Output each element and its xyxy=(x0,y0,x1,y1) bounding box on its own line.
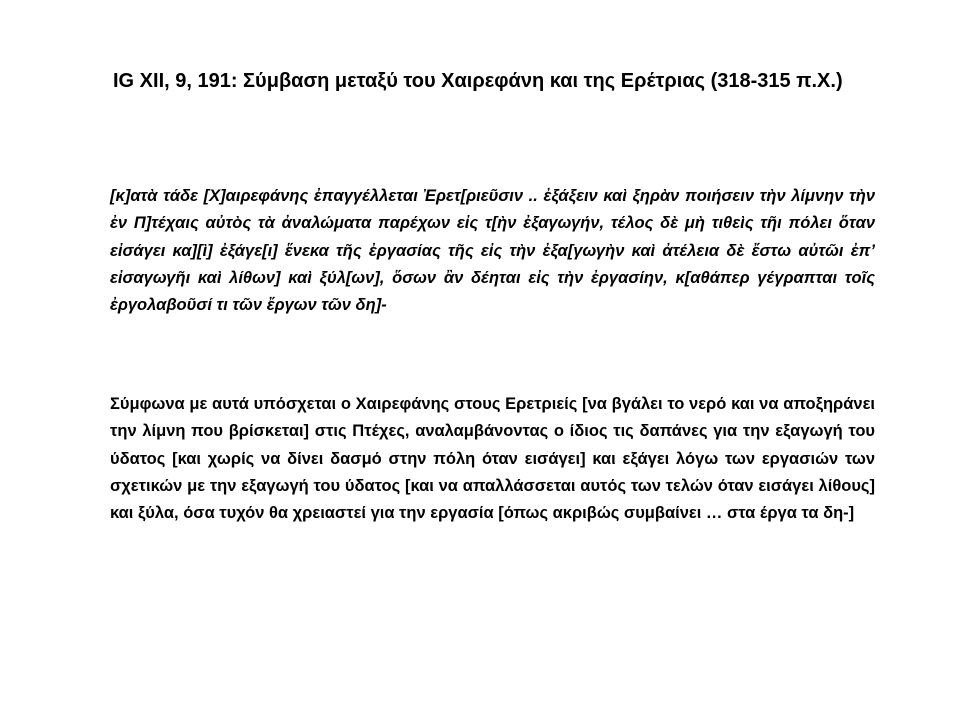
slide-title: IG XII, 9, 191: Σύμβαση μεταξύ του Χαιρεφάνη και της Ερέτριας (318-315 π.Χ.) xyxy=(113,70,843,92)
modern-greek-translation-text: Σύμφωνα με αυτά υπόσχεται ο Χαιρεφάνης στους Ερετριείς [να βγάλει το νερό και να αποξηράνει την λίμνη που βρίσκεται] στις Πτέχες, αναλαμβάνοντας ο ίδιος τις δαπάνες για την εξαγωγή του ύδατος [και χωρίς να δίνει δασμό στην πόλη όταν εισάγει] και εξάγει λόγω των εργασιών των σχετικών με την εξαγωγή του ύδατος [και να απαλλάσσεται αυτός των τελών όταν εισάγει λίθους] και ξύλα, όσα τυχόν θα χρειαστεί για την εργασία [όπως ακριβώς συμβαίνει … στα έργα τα δη-] xyxy=(110,395,875,523)
ancient-greek-inscription-text: [κ]ατὰ τάδε [Χ]αιρεφάνης ἐπαγγέλλεται Ἐρετ[ριεῦσιν .. ἐξάξειν καὶ ξηρὰν ποιήσειν τὴν λίμνην τὴν ἐν Π]τέχαις αὐτὸς τὰ ἀναλώματα παρέχων εἰς τ[ὴν ἐξαγωγήν, τέλος δὲ μὴ τιθεὶς τῆι πόλει ὅταν εἰσάγει κα][ὶ] ἐξάγε[ι] ἕνεκα τῆς ἐργασίας τῆς εἰς τὴν ἐξα[γωγὴν καὶ ἀτέλεια δὲ ἔστω αὐτῶι ἐπ’ εἰσαγωγῆι καὶ λίθων] καὶ ξύλ[ων], ὅσων ἂν δέηται εἰς τὴν ἐργασίην, κ[αθάπερ γέγραπται τοῖς ἐργολαβοῦσί τι τῶν ἔργων τῶν δη]- xyxy=(110,187,875,315)
